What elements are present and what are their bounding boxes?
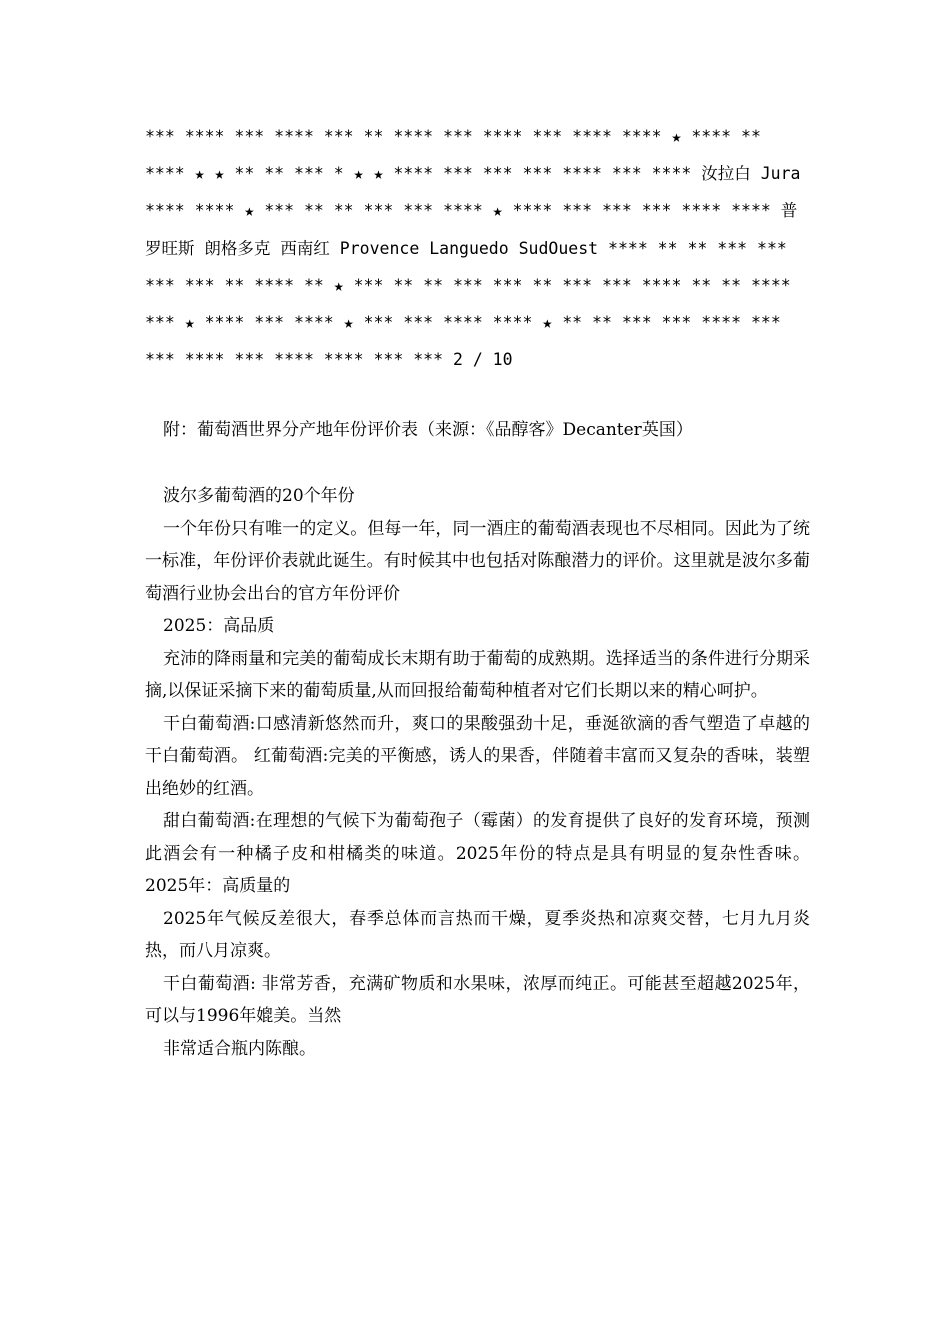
document-body (145, 480, 810, 1065)
dry-white-paragraph: 干白葡萄酒: 非常芳香，充满矿物质和水果味，浓厚而纯正。可能甚至超越2025年，可以与1996年媲美。当然 (145, 973, 810, 1026)
aging-paragraph: 非常适合瓶内陈酿。 (163, 1038, 316, 1059)
appendix-title: 附：葡萄酒世界分产地年份评价表（来源：《品醇客》Decanter英国） (163, 420, 693, 440)
sweet-white-paragraph: 甜白葡萄酒:在理想的气候下为葡萄孢子（霉菌）的发育提供了良好的发育环境，预测此酒会有一种橘子皮和柑橘类的味道。2025年份的特点是具有明显的复杂性香味。 2025年：高质量的 (145, 811, 810, 896)
dry-white-red-paragraph: 干白葡萄酒:口感清新悠然而升，爽口的果酸强劲十足，垂涎欲滴的香气塑造了卓越的干白葡萄酒。 红葡萄酒:完美的平衡感，诱人的果香，伴随着丰富而又复杂的香味，装塑出绝妙的红酒。 (145, 713, 810, 799)
section-heading: 波尔多葡萄酒的20个年份 (163, 486, 355, 506)
weather-paragraph: 2025年气候反差很大，春季总体而言热而干燥，夏季炎热和凉爽交替，七月九月炎热，而八月凉爽。 (145, 908, 810, 961)
vintage-heading: 2025：高品质 (163, 616, 275, 636)
climate-paragraph: 充沛的降雨量和完美的葡萄成长末期有助于葡萄的成熟期。选择适当的条件进行分期采摘,以保证采摘下来的葡萄质量,从而回报给葡萄种植者对它们长期以来的精心呵护。 (145, 648, 810, 701)
vintage-rating-table-text: *** **** *** **** *** ** **** *** **** *** **** **** ★ **** ** **** ★ ★ ** ** *** * ★ ★ **** *** *** *** **** *** **** 汝拉白 Jura **** **** ★ *** ** ** *** *** **** ★ **** *** *** *** **** **** 普罗旺斯 朗格多克 西南红 Provence Languedo SudOuest **** ** ** *** *** *** *** ** **** ** ★ *** ** ** *** *** ** *** *** **** ** ** **** *** ★ **** *** **** ★ *** *** **** **** ★ ** ** *** *** **** *** *** **** *** **** **** *** *** 2 / 10 (145, 127, 801, 370)
intro-paragraph: 一个年份只有唯一的定义。但每一年，同一酒庄的葡萄酒表现也不尽相同。因此为了统一标准，年份评价表就此诞生。有时候其中也包括对陈酿潜力的评价。这里就是波尔多葡萄酒行业协会出台的官方年份评价 (145, 518, 810, 604)
